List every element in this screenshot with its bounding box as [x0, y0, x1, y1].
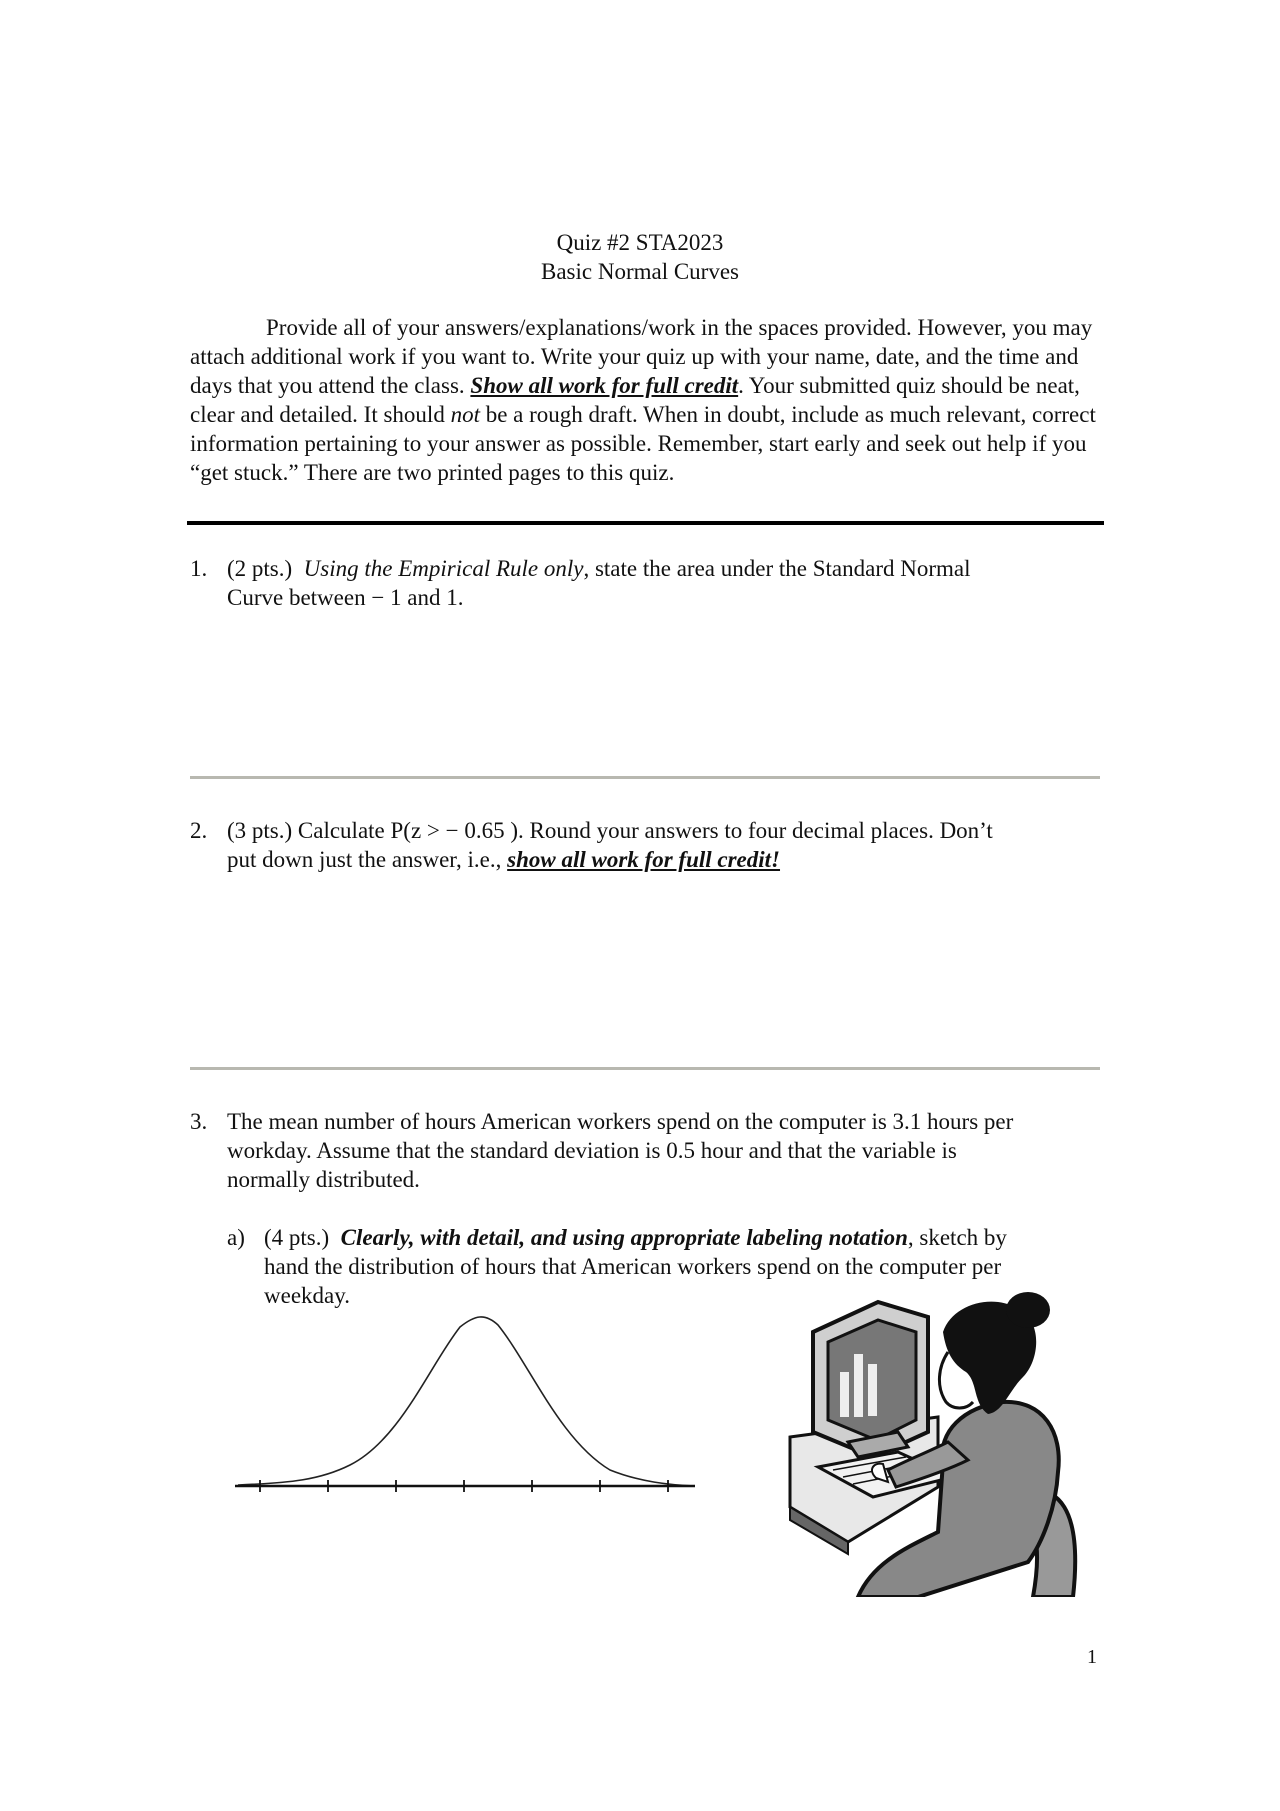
question-3a-line-3: weekday.	[264, 1283, 350, 1308]
question-1-line-1	[227, 554, 1107, 583]
question-3a-emphasis: Clearly, with detail, and using appropriate labeling notation	[340, 1225, 908, 1250]
question-3-number: 3.	[190, 1109, 208, 1134]
question-2-line-2-start: put down just the answer, i.e.,	[227, 847, 508, 872]
question-2-emphasis: show all work for full credit!	[507, 847, 781, 872]
question-1-line-1-rest: , state the area under the Standard Normal	[583, 556, 971, 581]
normal-curve-sketch	[230, 1305, 700, 1500]
question-3a-line-2: hand the distribution of hours that American workers spend on the computer per	[264, 1254, 1002, 1279]
question-1-points: (2 pts.)	[227, 556, 293, 581]
question-3a-line-1-rest: , sketch by	[907, 1225, 1007, 1250]
instructions-emphasis-show-work: Show all work for full credit	[470, 373, 739, 398]
answer-space-divider-1	[190, 776, 1100, 779]
instructions-paragraph	[190, 313, 1100, 487]
question-1-number: 1.	[190, 556, 208, 581]
quiz-subtitle: Basic Normal Curves	[540, 259, 739, 284]
question-3a-line-1	[264, 1223, 1104, 1252]
question-2-line-2	[227, 845, 1107, 874]
question-2	[190, 816, 1110, 876]
header-divider	[187, 521, 1104, 525]
instructions-text-1: Provide all of your answers/explanations/work in the spaces provided. However, you may attach additional work if you want to. Write your quiz up with your name, date, and the time and days that you attend the class.	[190, 315, 1093, 398]
question-3a-label: a)	[227, 1225, 245, 1250]
question-1-emphasis: Using the Empirical Rule only	[303, 556, 584, 581]
question-3-line-3: normally distributed.	[227, 1167, 420, 1192]
normal-curve-line	[238, 1317, 695, 1486]
instructions-text-3: be a rough draft. When in doubt, include as much relevant, correct information pertaining to your answer as possible. Remember, start early and seek out help if you “get stuck.” There are two printed pages to this quiz.	[190, 402, 1096, 485]
question-2-line-1: (3 pts.) Calculate P(z > − 0.65 ). Round your answers to four decimal places. Don’t	[227, 818, 993, 843]
question-3-line-1: The mean number of hours American workers spend on the computer is 3.1 hours per	[227, 1109, 1014, 1134]
question-1	[190, 554, 1110, 614]
question-1-line-2: Curve between − 1 and 1.	[227, 585, 464, 610]
answer-space-divider-2	[190, 1067, 1100, 1070]
instructions-text-2: . Your submitted quiz should be neat, clear and detailed. It should	[190, 373, 1080, 427]
instructions-emphasis-not: not	[450, 402, 480, 427]
woman-at-computer-clipart-icon	[788, 1292, 1088, 1597]
page-number: 1	[1087, 1646, 1097, 1668]
question-3-line-2: workday. Assume that the standard deviation is 0.5 hour and that the variable is	[227, 1138, 957, 1163]
question-3a-points: (4 pts.)	[264, 1225, 330, 1250]
question-2-number: 2.	[190, 818, 208, 843]
question-3	[190, 1107, 1110, 1197]
quiz-title: Quiz #2 STA2023	[556, 230, 724, 255]
